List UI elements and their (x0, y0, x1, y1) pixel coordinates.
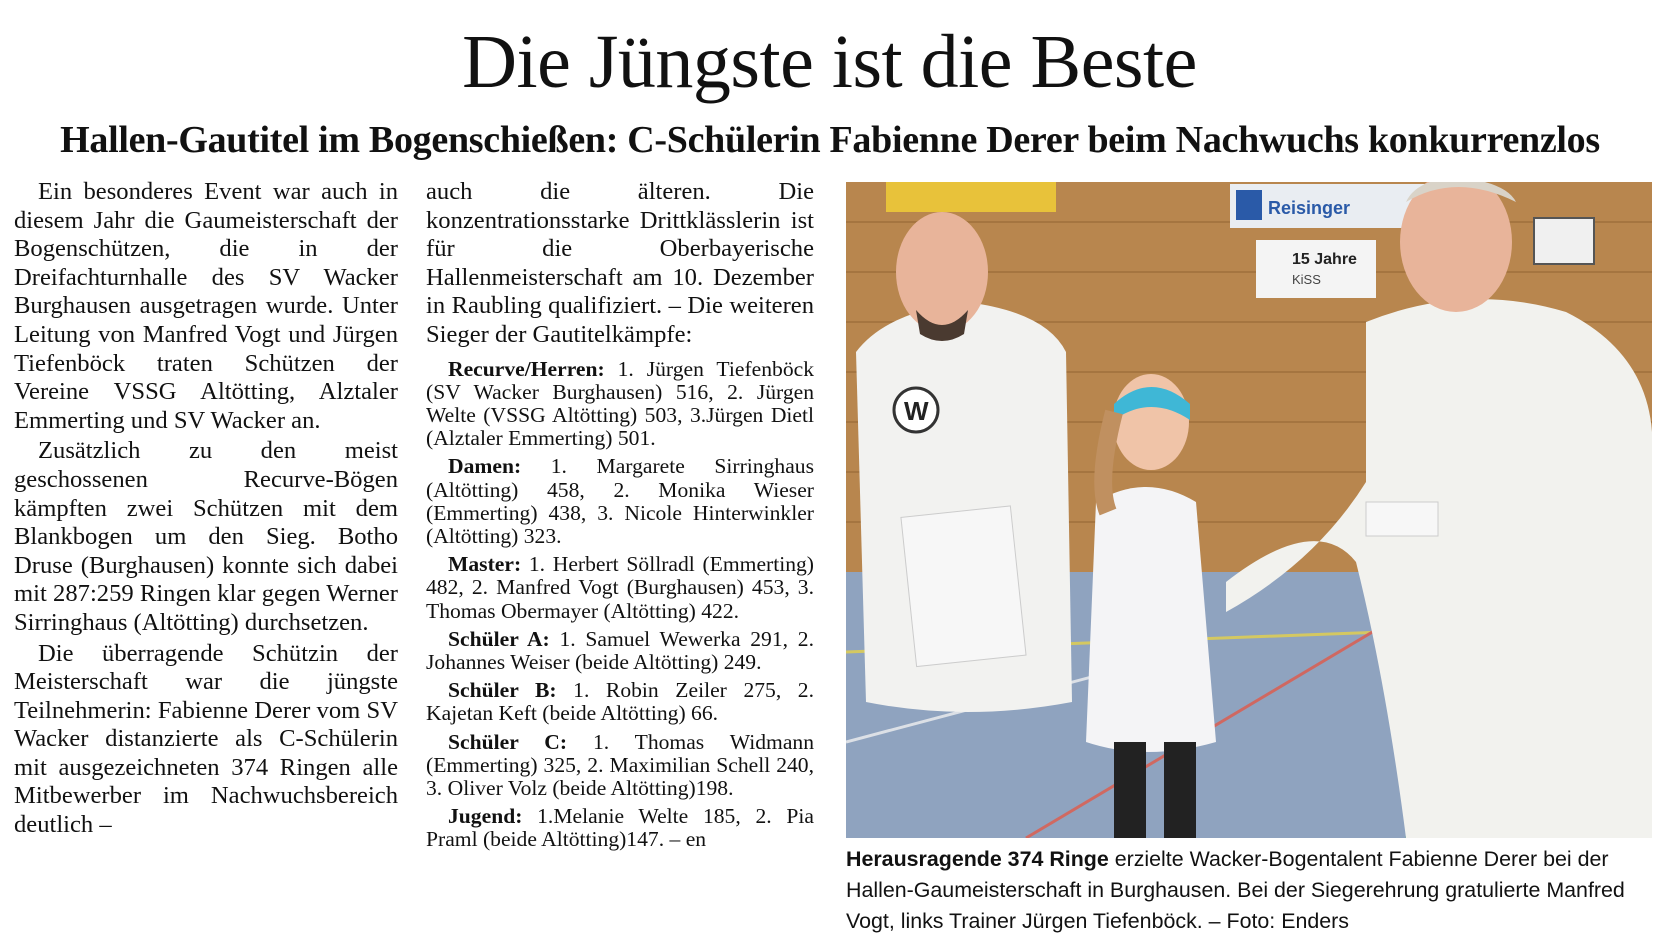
article-column-2 (426, 178, 814, 938)
result-entry (426, 679, 814, 725)
article-paragraph: Zusätzlich zu den meist geschossenen Recurve-Bögen kämpften zwei Schützen mit dem Blankbogen um den Sieg. Botho Druse (Burghausen) konnte sich dabei mit 287:259 Ringen klar gegen Werner Sirringhaus (Altötting) durchsetzen. (14, 437, 398, 636)
photo-caption (846, 844, 1652, 944)
result-entry (426, 731, 814, 801)
result-text: 1. Herbert Söllradl (Emmerting) 482, 2. Manfred Vogt (Burghausen) 453, 3. Thomas Obermayer (Altötting) 422. (426, 552, 814, 623)
caption-text: erzielte Wacker-Bogentalent Fabienne Derer bei der Hallen-Gaumeisterschaft in Burghausen. Bei der Siegerehrung gratulierte Manfred Vogt, links Trainer Jürgen Tiefenböck. – (846, 847, 1625, 933)
headline: Die Jüngste ist die Beste (462, 20, 1197, 104)
yellow-banner (886, 182, 1056, 212)
article-paragraph: Ein besonderes Event war auch in diesem Jahr die Gaumeisterschaft der Bogenschützen, die in der Dreifachturnhalle des SV Wacker Burghausen ausgetragen wurde. Unter Leitung von Manfred Vogt und Jürgen Tiefenböck traten Schützen der Vereine VSSG Altötting, Alztaler Emmerting und SV Wacker an. (14, 178, 398, 434)
result-entry (426, 455, 814, 548)
article-column-1 (14, 178, 398, 938)
basketball-board (1534, 218, 1594, 264)
result-entry (426, 553, 814, 623)
result-text: 1. Thomas Widmann (Emmerting) 325, 2. Maximilian Schell 240, 3. Oliver Volz (beide Altötting)198. (426, 729, 814, 801)
result-text: 1. Margarete Sirringhaus (Altötting) 458, 2. Monika Wieser (Emmerting) 438, 3. Nicole Hinterwinkler (Altötting) 323. (426, 454, 814, 548)
article-paragraph: Die überragende Schützin der Meisterschaft war die jüngste Teilnehmerin: Fabienne Derer vom SV Wacker distanzierte als C-Schülerin mit ausgezeichneten 374 Ringen alle Mitbewerber im Nachwuchsbereich deutlich – (14, 639, 398, 839)
result-entry (426, 805, 814, 851)
result-category: Damen: (448, 454, 522, 479)
caption-lead: Herausragende 374 Ringe (846, 847, 1109, 871)
result-category: Jugend: (448, 804, 523, 829)
result-entry (426, 628, 814, 674)
kiss-sign-text: 15 Jahre (1292, 251, 1357, 268)
result-category: Schüler B: (448, 678, 557, 703)
result-category: Schüler C: (448, 729, 568, 754)
result-category: Recurve/Herren: (448, 356, 605, 381)
result-text: 1. Robin Zeiler 275, 2. Kajetan Keft (beide Altötting) 66. (426, 678, 814, 726)
photo-illustration (846, 182, 1652, 838)
result-category: Schüler A: (448, 626, 550, 651)
jacket-logo: W (904, 396, 929, 426)
subheadline: Hallen-Gautitel im Bogenschießen: C-Schülerin Fabienne Derer beim Nachwuchs konkurrenzlos (60, 119, 1600, 161)
photo-credit: Foto: Enders (1226, 909, 1349, 933)
article-paragraph: auch die älteren. Die konzentrationsstarke Drittklässlerin ist für die Oberbayerische Hallenmeisterschaft am 10. Dezember in Raubling qualifiziert. – Die weiteren Sieger der Gautitelkämpfe: (426, 178, 814, 348)
article-photo (846, 182, 1652, 838)
result-category: Master: (448, 552, 522, 577)
result-text: 1.Melanie Welte 185, 2. Pia Praml (beide Altötting)147. – en (426, 804, 814, 852)
result-entry (426, 358, 814, 451)
results-list (426, 358, 814, 852)
kiss-sign-sub: KiSS (1292, 272, 1321, 287)
kiss-sign (1256, 240, 1376, 298)
result-text: 1. Samuel Wewerka 291, 2. Johannes Weiser (beide Altötting) 249. (426, 626, 814, 674)
sponsor-banner-text: Reisinger (1268, 198, 1351, 218)
result-text: 1. Jürgen Tiefenböck (SV Wacker Burghausen) 516, 2. Jürgen Welte (VSSG Altötting) 503, 3.Jürgen Dietl (Alztaler Emmerting) 501. (426, 356, 814, 451)
